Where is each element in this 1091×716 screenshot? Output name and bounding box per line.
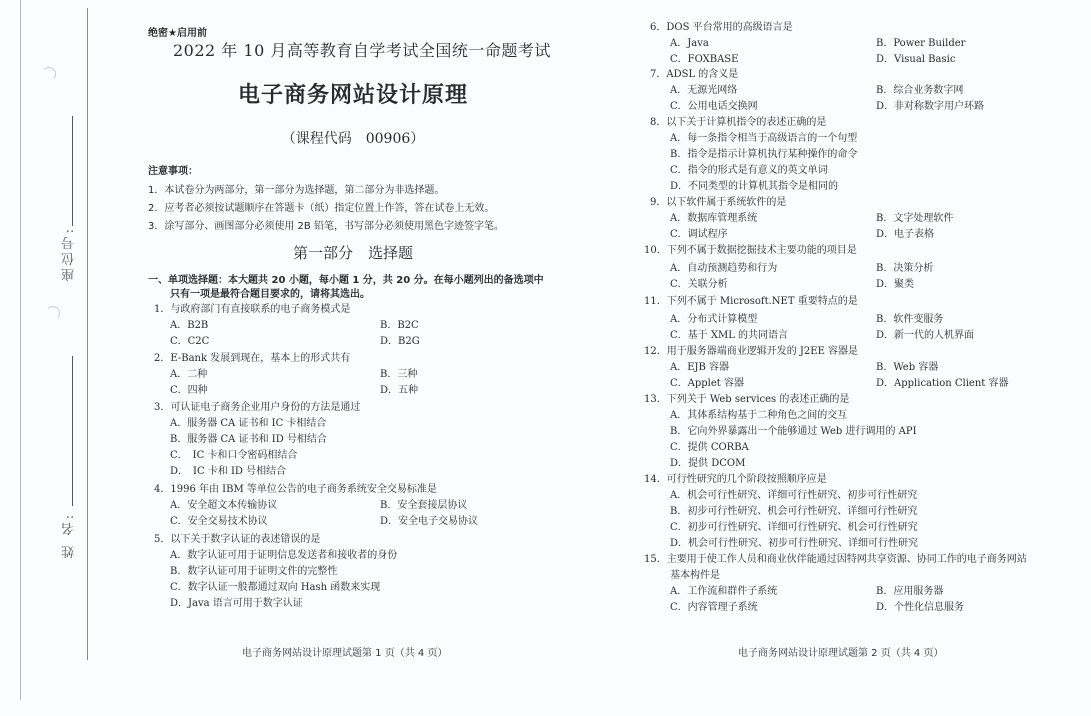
option-d: D．聚类: [876, 279, 915, 290]
option-c: C．提供 CORBA: [670, 442, 749, 453]
option-c: C．指令的形式是有意义的英文单词: [670, 165, 828, 176]
option-c: C．公用电话交换网: [670, 101, 758, 112]
option-a: A．自动预测趋势和行为: [670, 263, 778, 274]
option-d: D．Application Client 容器: [876, 378, 1009, 389]
option-c: C．基于 XML 的共同语言: [670, 330, 789, 341]
binding-hole-mid: [46, 306, 60, 320]
option-c: C．四种: [170, 385, 208, 396]
binding-hole-top: [42, 67, 56, 81]
option-a: A．服务器 CA 证书和 IC 卡相结合: [170, 418, 327, 429]
option-b: B．B2C: [380, 320, 419, 331]
question-stem: 9．以下软件属于系统软件的是: [650, 197, 787, 208]
question-stem: 3．可认证电子商务企业用户身份的方法是通过: [154, 402, 361, 413]
option-d: D．B2G: [380, 336, 420, 347]
option-b: B．服务器 CA 证书和 ID 号相结合: [170, 434, 327, 445]
option-d: D．不同类型的计算机其指令是相同的: [670, 181, 839, 192]
note-3: 3．涂写部分、画图部分必须使用 2B 铅笔，书写部分必须使用黑色字迹签字笔。: [148, 221, 504, 232]
option-b: B．数字认证可用于证明文件的完整性: [170, 566, 338, 577]
option-a: A．其体系结构基于二种角色之间的交互: [670, 410, 848, 421]
question-9: [650, 195, 1050, 245]
question-stem: 2．E-Bank 发展到现在，基本上的形式共有: [154, 353, 351, 364]
instruction-line-2: 只有一项是最符合题目要求的，请将其选出。: [170, 289, 370, 300]
option-c: C．内容管理子系统: [670, 602, 758, 613]
part-title: 第一部分 选择题: [292, 244, 413, 262]
question-stem: 5．以下关于数字认证的表述错误的是: [154, 534, 321, 545]
section-instruction: [148, 274, 568, 302]
option-a: A．EJB 容器: [670, 362, 730, 373]
question-4: [154, 482, 554, 532]
option-b: B．初步可行性研究、机会可行性研究、详细可行性研究: [670, 506, 918, 517]
option-c: C．FOXBASE: [670, 54, 739, 65]
seat-label: 座位号:: [62, 226, 77, 282]
option-a: A．数字认证可用于证明信息发送者和接收者的身份: [170, 550, 398, 561]
option-b: B．Web 容器: [876, 362, 939, 373]
question-13: [644, 392, 1050, 474]
option-a: A．数据库管理系统: [670, 213, 758, 224]
course-code: （课程代码 00906）: [281, 131, 425, 147]
question-stem: 11．下列不属于 Microsoft.NET 重要特点的是: [644, 296, 858, 307]
question-stem: 14．可行性研究的几个阶段按照顺序应是: [644, 474, 827, 485]
question-stem: 7．ADSL 的含义是: [650, 69, 739, 80]
name-blank-line: [72, 356, 73, 506]
option-c: C．初步可行性研究、详细可行性研究、机会可行性研究: [670, 522, 918, 533]
question-10: [644, 243, 1050, 293]
note-1: 1．本试卷分为两部分，第一部分为选择题，第二部分为非选择题。: [148, 185, 445, 196]
option-d: D．Visual Basic: [876, 54, 956, 65]
option-c: C．关联分析: [670, 279, 728, 290]
question-stem: 10．下列不属于数据挖掘技术主要功能的项目是: [644, 245, 857, 256]
option-b: B．Power Builder: [876, 38, 966, 49]
question-8: [650, 115, 1050, 197]
question-6: [650, 20, 1050, 70]
margin-inner-line: [87, 8, 88, 660]
name-label: 姓 名:: [62, 512, 77, 559]
option-c: C． IC 卡和口令密码相结合: [170, 450, 298, 461]
option-b: B．三种: [380, 369, 418, 380]
seat-blank-line: [72, 116, 73, 226]
instruction-line-1: 一、单项选择题：本大题共 20 小题，每小题 1 分，共 20 分。在每小题列出的备选项中: [148, 275, 544, 286]
option-b: B．它向外界暴露出一个能够通过 Web 进行调用的 API: [670, 426, 917, 437]
margin-outer-line: [20, 0, 21, 700]
option-a: A．安全超文本传输协议: [170, 500, 278, 511]
question-2: [154, 351, 554, 401]
option-c: C．安全交易技术协议: [170, 516, 268, 527]
note-2: 2．应考者必须按试题顺序在答题卡（纸）指定位置上作答，答在试卷上无效。: [148, 203, 495, 214]
question-1: [154, 302, 554, 352]
option-a: A．分布式计算模型: [670, 314, 758, 325]
option-a: A．机会可行性研究、详细可行性研究、初步可行性研究: [670, 490, 918, 501]
subject-title: 电子商务网站设计原理: [237, 83, 468, 108]
option-c: C．C2C: [170, 336, 210, 347]
option-a: A．每一条指令相当于高级语言的一个句型: [670, 133, 858, 144]
option-a: A．B2B: [170, 320, 209, 331]
option-d: D．新一代的人机界面: [876, 330, 975, 341]
option-b: B．安全套接层协议: [380, 500, 468, 511]
question-5: [154, 532, 554, 614]
option-a: A．Java: [670, 38, 709, 49]
question-stem-continued: 基本构件是: [670, 570, 720, 581]
option-b: B．综合业务数字网: [876, 85, 964, 96]
option-d: D．五种: [380, 385, 419, 396]
option-b: B．软件变服务: [876, 314, 944, 325]
question-3: [154, 400, 554, 482]
page-footer: 电子商务网站设计原理试题第 2 页（共 4 页）: [738, 648, 944, 659]
option-d: D．提供 DCOM: [670, 458, 746, 469]
question-12: [644, 344, 1050, 394]
notes-heading: 注意事项：: [148, 166, 198, 177]
question-stem: 12．用于服务器端商业逻辑开发的 J2EE 容器是: [644, 346, 859, 357]
option-b: B．指令是指示计算机执行某种操作的命令: [670, 149, 858, 160]
option-b: B．应用服务器: [876, 586, 944, 597]
question-stem: 4．1996 年由 IBM 等单位公告的电子商务系统安全交易标准是: [154, 484, 437, 495]
option-d: D．机会可行性研究、初步可行性研究、详细可行性研究: [670, 538, 919, 549]
question-15: [644, 552, 1050, 618]
option-d: D．电子表格: [876, 229, 935, 240]
option-d: D．Java 语言可用于数字认证: [170, 598, 303, 609]
option-a: A．二种: [170, 369, 208, 380]
question-7: [650, 67, 1050, 117]
option-c: C．数字认证一般都通过双向 Hash 函数来实现: [170, 582, 381, 593]
question-stem: 13．下列关于 Web services 的表述正确的是: [644, 394, 850, 405]
question-stem: 15．主要用于使工作人员和商业伙伴能通过因特网共享资源、协同工作的电子商务网站: [644, 554, 1027, 565]
option-d: D．个性化信息服务: [876, 602, 965, 613]
question-11: [644, 294, 1050, 344]
option-d: D．非对称数字用户环路: [876, 101, 985, 112]
exam-title: 2022 年 10 月高等教育自学考试全国统一命题考试: [173, 41, 551, 60]
question-stem: 6．DOS 平台常用的高级语言是: [650, 22, 793, 33]
question-14: [644, 472, 1050, 554]
question-stem: 1．与政府部门有直接联系的电子商务模式是: [154, 304, 351, 315]
option-b: B．文字处理软件: [876, 213, 954, 224]
option-c: C．Applet 容器: [670, 378, 744, 389]
option-c: C．调试程序: [670, 229, 728, 240]
option-a: A．无源光网络: [670, 85, 738, 96]
secret-mark: 绝密★启用前: [148, 28, 207, 39]
option-d: D． IC 卡和 ID 号相结合: [170, 466, 287, 477]
option-b: B．决策分析: [876, 263, 934, 274]
option-d: D．安全电子交易协议: [380, 516, 479, 527]
question-stem: 8．以下关于计算机指令的表述正确的是: [650, 117, 827, 128]
option-a: A．工作流和群件子系统: [670, 586, 778, 597]
page-footer: 电子商务网站设计原理试题第 1 页（共 4 页）: [242, 648, 448, 659]
